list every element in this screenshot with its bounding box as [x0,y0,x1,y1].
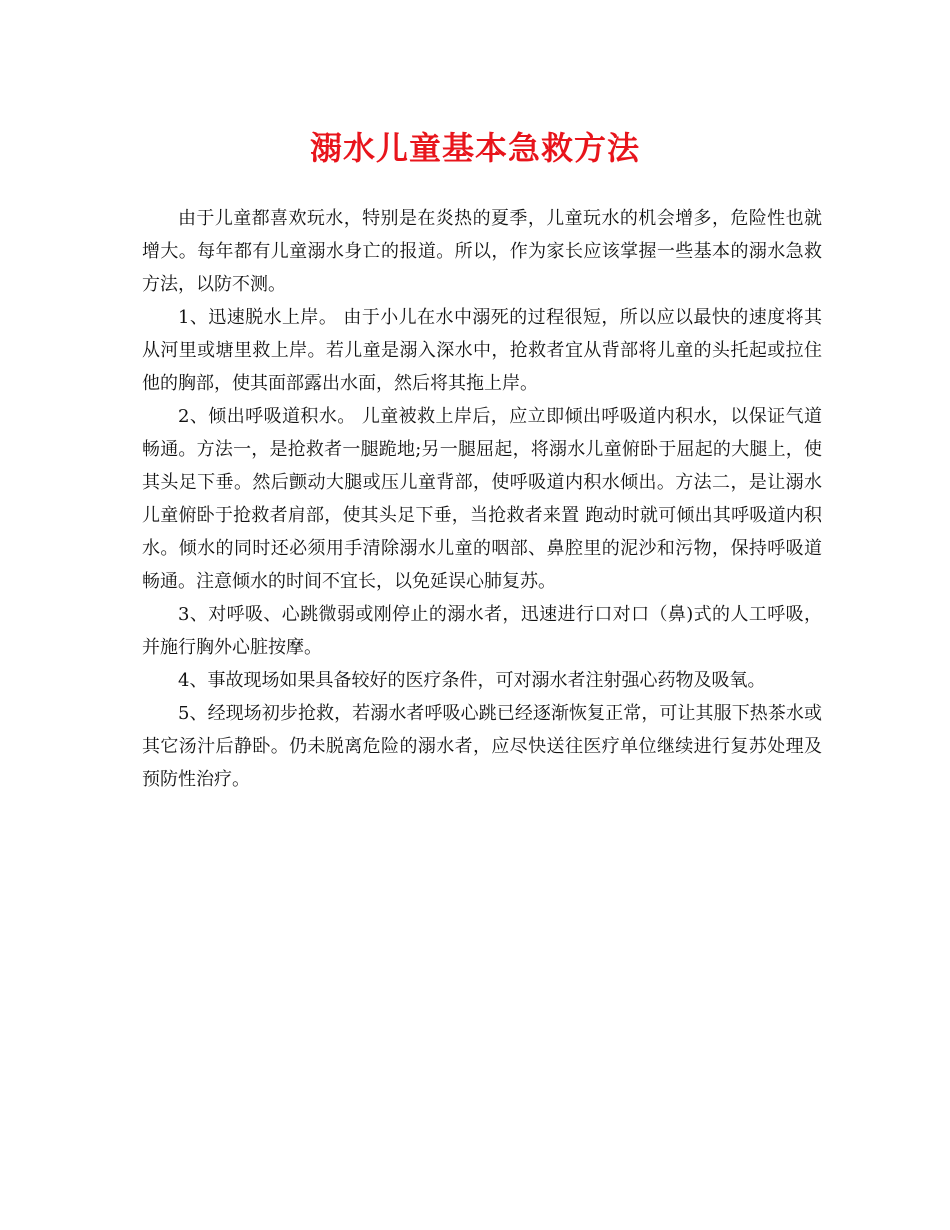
paragraph-step-1: 1、迅速脱水上岸。 由于小儿在水中溺死的过程很短，所以应以最快的速度将其从河里或塘里救上岸。若儿童是溺入深水中，抢救者宜从背部将儿童的头托起或拉住他的胸部，使其面部露出水面，然后将其拖上岸。 [142,307,822,394]
paragraph-step-3: 3、对呼吸、心跳微弱或刚停止的溺水者，迅速进行口对口（鼻)式的人工呼吸，并施行胸外心脏按摩。 [142,604,822,658]
page-title: 溺水儿童基本急救方法 [309,129,640,167]
document-body [142,202,822,796]
paragraph-step-5: 5、经现场初步抢救，若溺水者呼吸心跳已经逐渐恢复正常，可让其服下热茶水或其它汤汁后静卧。仍未脱离危险的溺水者，应尽快送往医疗单位继续进行复苏处理及预防性治疗。 [142,703,822,790]
paragraph-step-4: 4、事故现场如果具备较好的医疗条件，可对溺水者注射强心药物及吸氧。 [178,670,766,691]
paragraph-intro: 由于儿童都喜欢玩水，特别是在炎热的夏季，儿童玩水的机会增多，危险性也就增大。每年都有儿童溺水身亡的报道。所以，作为家长应该掌握一些基本的溺水急救方法，以防不测。 [142,208,822,295]
paragraph-step-2: 2、倾出呼吸道积水。 儿童被救上岸后，应立即倾出呼吸道内积水，以保证气道畅通。方法一，是抢救者一腿跪地;另一腿屈起，将溺水儿童俯卧于屈起的大腿上，使其头足下垂。然后颤动大腿或压儿童背部，使呼吸道内积水倾出。方法二，是让溺水儿童俯卧于抢救者肩部，使其头足下垂，当抢救者来置 跑动时就可倾出其呼吸道内积水。倾水的同时还必须用手清除溺水儿童的咽部、鼻腔里的泥沙和污物，保持呼吸道畅通。注意倾水的时间不宜长，以免延误心肺复苏。 [142,406,822,592]
